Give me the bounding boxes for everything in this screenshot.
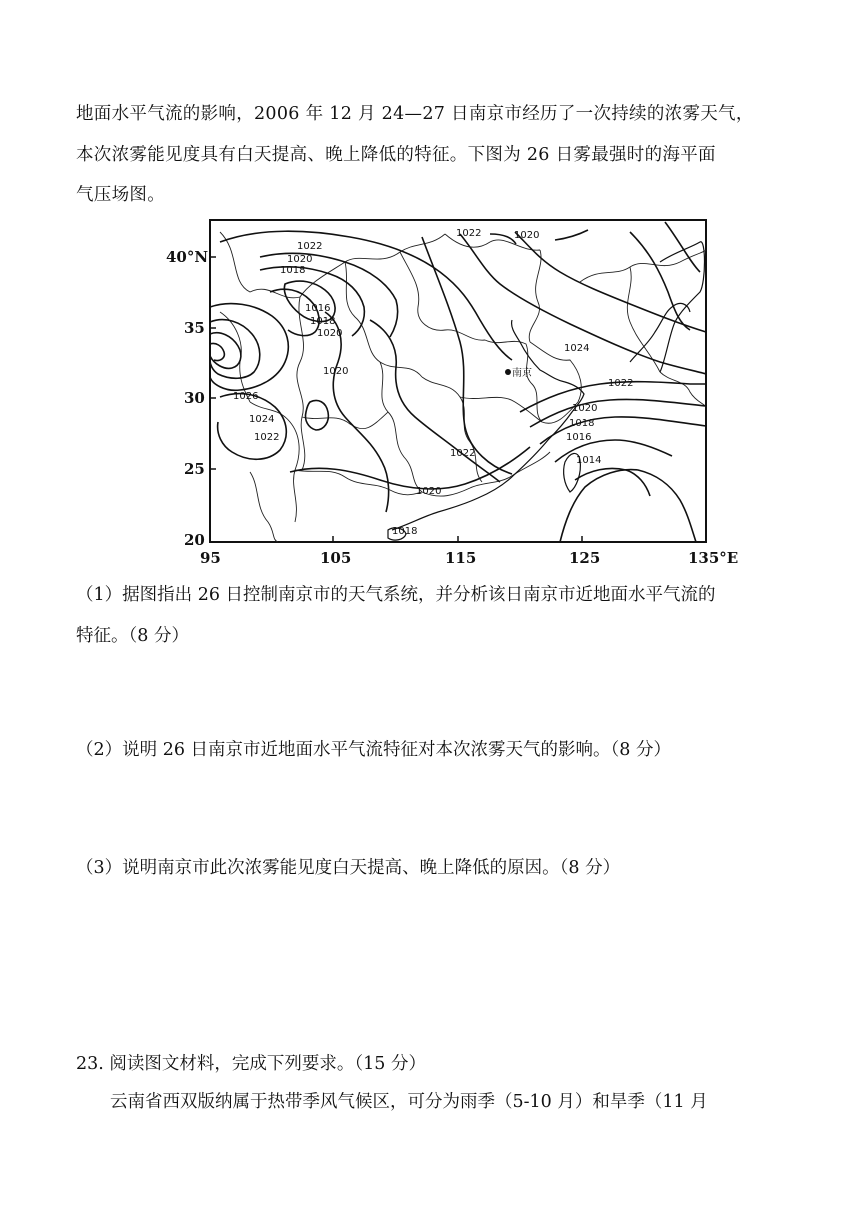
isobar-label: 1022 — [297, 241, 323, 252]
x-tick-95: 95 — [200, 549, 221, 567]
x-tick-115: 115 — [445, 549, 477, 567]
isobar-label: 1026 — [233, 391, 259, 402]
nanjing-dot — [505, 369, 511, 375]
isobar-label: 1022 — [450, 448, 476, 459]
sea-level-pressure-map — [160, 212, 750, 572]
question-3: （3）说明南京市此次浓雾能见度白天提高、晚上降低的原因。（8 分） — [76, 858, 621, 878]
isobar-label: 1018 — [280, 265, 306, 276]
question-2: （2）说明 26 日南京市近地面水平气流特征对本次浓雾天气的影响。（8 分） — [76, 740, 671, 760]
isobar-label: 1020 — [572, 403, 598, 414]
x-tick-125: 125 — [569, 549, 601, 567]
x-tick-135E: 135°E — [688, 549, 739, 567]
intro-line-3: 气压场图。 — [76, 185, 165, 205]
y-tick-30: 30 — [184, 389, 205, 407]
isobar-label: 1016 — [566, 432, 592, 443]
isobar-label: 1020 — [317, 328, 343, 339]
y-tick-20: 20 — [184, 531, 205, 549]
y-axis — [166, 248, 216, 549]
section-23-paragraph: 云南省西双版纳属于热带季风气候区，可分为雨季（5-10 月）和旱季（11 月 — [110, 1092, 708, 1112]
isobar-label: 1018 — [392, 526, 418, 537]
isobar-label: 1022 — [608, 378, 634, 389]
section-23-title: 23. 阅读图文材料，完成下列要求。（15 分） — [76, 1054, 426, 1074]
y-tick-35: 35 — [184, 319, 205, 337]
isobar-label: 1016 — [305, 303, 331, 314]
pressure-map-svg — [160, 212, 750, 572]
isobar-label: 1024 — [564, 343, 590, 354]
intro-line-1: 地面水平气流的影响，2006 年 12 月 24—27 日南京市经历了一次持续的浓雾天气， — [76, 104, 754, 124]
y-tick-25: 25 — [184, 460, 205, 478]
isobar-label: 1022 — [254, 432, 280, 443]
question-1-line-1: （1）据图指出 26 日控制南京市的天气系统，并分析该日南京市近地面水平气流的 — [76, 585, 716, 605]
nanjing-label: 南京 — [512, 368, 532, 379]
intro-line-2: 本次浓雾能见度具有白天提高、晚上降低的特征。下图为 26 日雾最强时的海平面 — [76, 145, 716, 165]
isobar-label: 1020 — [323, 366, 349, 377]
isobar-label: 1020 — [416, 486, 442, 497]
isobar-label: 1020 — [287, 254, 313, 265]
isobar-label: 1018 — [569, 418, 595, 429]
x-tick-105: 105 — [320, 549, 352, 567]
isobar-label: 1018 — [310, 316, 336, 327]
isobar-label: 1020 — [514, 230, 540, 241]
y-tick-40: 40°N — [166, 248, 209, 266]
question-1-line-2: 特征。（8 分） — [76, 626, 189, 646]
isobar-label: 1014 — [576, 455, 602, 466]
isobar-label: 1024 — [249, 414, 275, 425]
isobar-label: 1022 — [456, 228, 482, 239]
